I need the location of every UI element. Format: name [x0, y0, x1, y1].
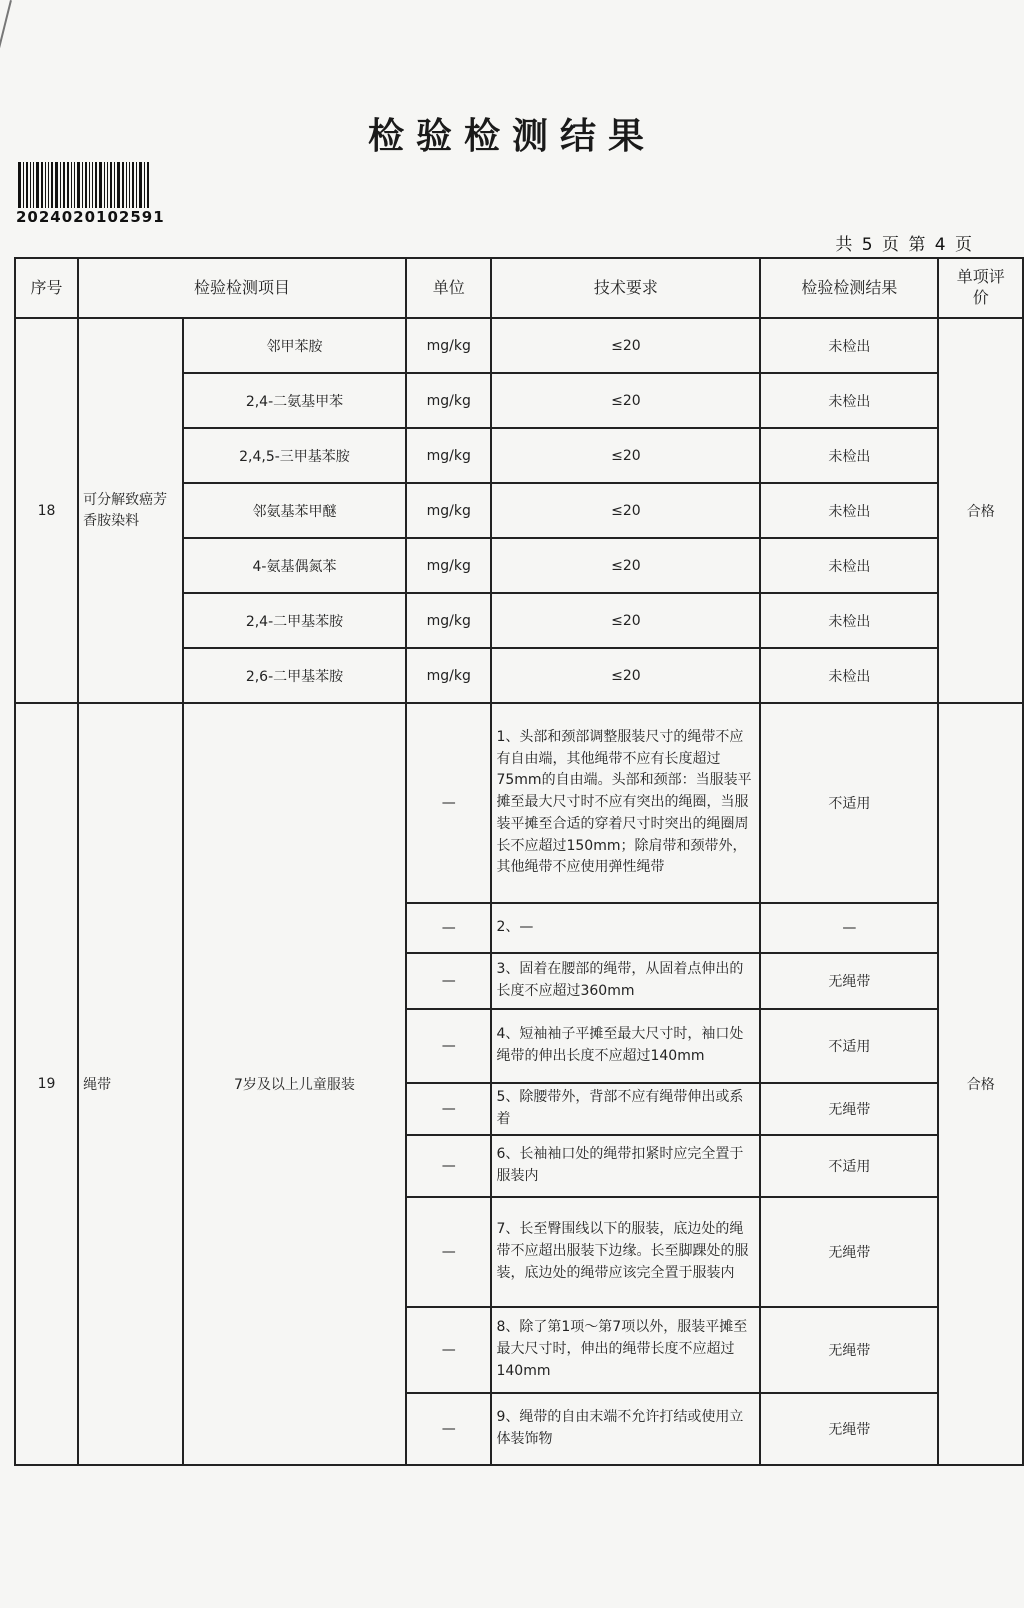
barcode-bar — [85, 162, 87, 208]
barcode-bar — [26, 162, 28, 208]
serial-cell: 19 — [15, 703, 78, 1465]
barcode-bar — [89, 162, 90, 208]
test-item-name: 2,4-二甲基苯胺 — [183, 593, 406, 648]
result-cell: 未检出 — [760, 428, 938, 483]
requirement-cell: 7、长至臀围线以下的服装，底边处的绳带不应超出服装下边缘。长至脚踝处的服装，底边处的绳带应该完全置于服装内 — [491, 1197, 760, 1307]
header-result: 检验检测结果 — [760, 258, 938, 318]
barcode-bar — [41, 162, 43, 208]
test-item-name: 2,4,5-三甲基苯胺 — [183, 428, 406, 483]
evaluation-cell: 合格 — [938, 703, 1023, 1465]
unit-cell: — — [406, 1197, 492, 1307]
barcode-bar — [30, 162, 31, 208]
barcode-bar — [132, 162, 134, 208]
unit-cell: mg/kg — [406, 538, 492, 593]
unit-cell: mg/kg — [406, 318, 492, 373]
result-cell: 不适用 — [760, 1135, 938, 1197]
header-unit: 单位 — [406, 258, 492, 318]
results-table — [14, 257, 1024, 1466]
barcode-bar — [18, 162, 21, 208]
unit-cell: — — [406, 1393, 492, 1465]
barcode-bar — [55, 162, 58, 208]
unit-cell: — — [406, 953, 492, 1009]
table-row — [15, 703, 1023, 903]
barcode-bar — [147, 162, 149, 208]
result-cell: — — [760, 903, 938, 953]
test-item-name: 邻甲苯胺 — [183, 318, 406, 373]
requirement-cell: 2、— — [491, 903, 760, 953]
header-requirement: 技术要求 — [491, 258, 760, 318]
result-cell: 未检出 — [760, 483, 938, 538]
barcode-bar — [51, 162, 53, 208]
barcode-bar — [23, 162, 24, 208]
result-cell: 未检出 — [760, 593, 938, 648]
unit-cell: mg/kg — [406, 648, 492, 703]
unit-cell: mg/kg — [406, 428, 492, 483]
requirement-cell: ≤20 — [491, 538, 760, 593]
barcode-number: 2024020102591 — [16, 208, 165, 226]
unit-cell: — — [406, 903, 492, 953]
test-item-name: 2,6-二甲基苯胺 — [183, 648, 406, 703]
barcode-bar — [139, 162, 142, 208]
test-item-name: 4-氨基偶氮苯 — [183, 538, 406, 593]
requirement-cell: ≤20 — [491, 373, 760, 428]
result-cell: 无绳带 — [760, 1307, 938, 1393]
requirement-cell: ≤20 — [491, 428, 760, 483]
test-item-name: 2,4-二氨基甲苯 — [183, 373, 406, 428]
barcode-bar — [92, 162, 93, 208]
table-header-row — [15, 258, 1023, 318]
barcode-bar — [99, 162, 102, 208]
barcode-bar — [126, 162, 127, 208]
category-cell: 绳带 — [78, 703, 183, 1465]
requirement-cell: 4、短袖袖子平摊至最大尺寸时，袖口处绳带的伸出长度不应超过140mm — [491, 1009, 760, 1083]
page-count: 共 5 页 第 4 页 — [835, 235, 974, 255]
barcode-bar — [71, 162, 72, 208]
requirement-cell: ≤20 — [491, 483, 760, 538]
result-cell: 无绳带 — [760, 1083, 938, 1135]
barcode-graphic — [18, 162, 178, 208]
barcode-bar — [122, 162, 124, 208]
requirement-cell: 6、长袖袖口处的绳带扣紧时应完全置于服装内 — [491, 1135, 760, 1197]
barcode-bar — [74, 162, 75, 208]
subitem-cell: 7岁及以上儿童服装 — [183, 703, 406, 1465]
barcode-bar — [67, 162, 69, 208]
header-evaluation: 单项评价 — [938, 258, 1023, 318]
barcode-bar — [129, 162, 130, 208]
barcode-bar — [77, 162, 80, 208]
result-cell: 未检出 — [760, 373, 938, 428]
barcode-bar — [33, 162, 34, 208]
barcode-bar — [48, 162, 49, 208]
barcode-bar — [144, 162, 145, 208]
unit-cell: mg/kg — [406, 483, 492, 538]
result-cell: 无绳带 — [760, 953, 938, 1009]
barcode-bar — [36, 162, 39, 208]
header-item: 检验检测项目 — [78, 258, 406, 318]
requirement-cell: 1、头部和颈部调整服装尺寸的绳带不应有自由端，其他绳带不应有长度超过75mm的自由端。头部和颈部：当服装平摊至最大尺寸时不应有突出的绳圈，当服装平摊至合适的穿着尺寸时突出的绳圈周长不应超过150mm；除肩带和颈带外，其他绳带不应使用弹性绳带 — [491, 703, 760, 903]
unit-cell: mg/kg — [406, 593, 492, 648]
header-serial: 序号 — [15, 258, 78, 318]
barcode-bar — [82, 162, 83, 208]
barcode-bar — [45, 162, 46, 208]
barcode-bar — [107, 162, 108, 208]
barcode-bar — [117, 162, 120, 208]
barcode-bar — [114, 162, 115, 208]
result-cell: 不适用 — [760, 703, 938, 903]
scan-edge-mark — [0, 0, 12, 93]
unit-cell: mg/kg — [406, 373, 492, 428]
barcode-bar — [95, 162, 97, 208]
unit-cell: — — [406, 1135, 492, 1197]
evaluation-cell: 合格 — [938, 318, 1023, 703]
serial-cell: 18 — [15, 318, 78, 703]
requirement-cell: ≤20 — [491, 648, 760, 703]
page-title: 检验检测结果 — [367, 116, 656, 157]
requirement-cell: 5、除腰带外，背部不应有绳带伸出或系着 — [491, 1083, 760, 1135]
requirement-cell: 3、固着在腰部的绳带，从固着点伸出的长度不应超过360mm — [491, 953, 760, 1009]
requirement-cell: 9、绳带的自由末端不允许打结或使用立体装饰物 — [491, 1393, 760, 1465]
category-cell: 可分解致癌芳香胺染料 — [78, 318, 183, 703]
unit-cell: — — [406, 703, 492, 903]
result-cell: 未检出 — [760, 318, 938, 373]
test-item-name: 邻氨基苯甲醚 — [183, 483, 406, 538]
result-cell: 不适用 — [760, 1009, 938, 1083]
requirement-cell: ≤20 — [491, 318, 760, 373]
result-cell: 未检出 — [760, 538, 938, 593]
barcode-bar — [110, 162, 112, 208]
barcode-bar — [63, 162, 65, 208]
requirement-cell: ≤20 — [491, 593, 760, 648]
result-cell: 无绳带 — [760, 1197, 938, 1307]
barcode-bar — [136, 162, 137, 208]
barcode-bar — [104, 162, 105, 208]
unit-cell: — — [406, 1083, 492, 1135]
table-row — [15, 318, 1023, 373]
result-cell: 无绳带 — [760, 1393, 938, 1465]
requirement-cell: 8、除了第1项～第7项以外，服装平摊至最大尺寸时，伸出的绳带长度不应超过140mm — [491, 1307, 760, 1393]
barcode-bar — [60, 162, 61, 208]
unit-cell: — — [406, 1307, 492, 1393]
result-cell: 未检出 — [760, 648, 938, 703]
unit-cell: — — [406, 1009, 492, 1083]
